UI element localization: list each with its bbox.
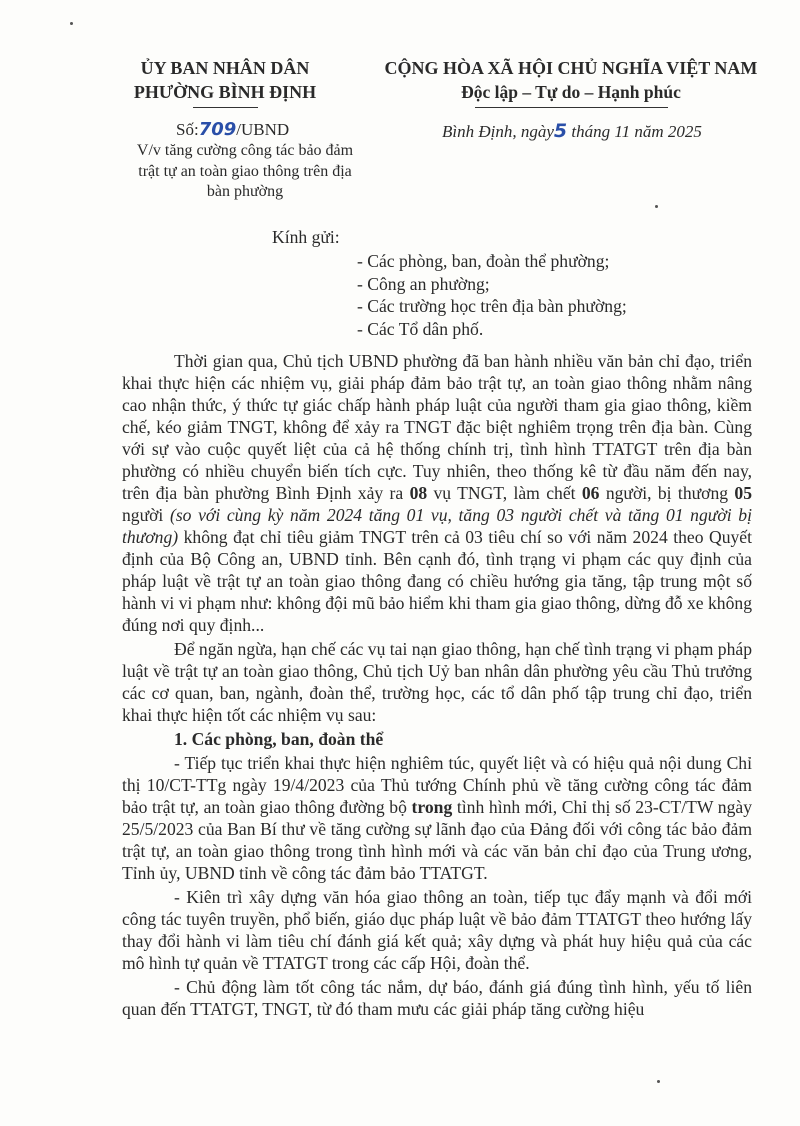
doc-number bbox=[176, 119, 289, 141]
scan-speck bbox=[657, 1080, 660, 1083]
p1-text-d: người, bị thương bbox=[599, 483, 735, 503]
recipient-item: - Các phòng, ban, đoàn thể phường; bbox=[357, 251, 610, 271]
section-1-heading: 1. Các phòng, ban, đoàn thể bbox=[174, 729, 384, 749]
scan-speck bbox=[70, 22, 73, 25]
recipients-label: Kính gửi: bbox=[272, 227, 340, 247]
subject-line3: bàn phường bbox=[206, 183, 284, 200]
issuer-underline bbox=[193, 107, 258, 108]
p3-text-b: tình hình mới, Chỉ thị số 23-CT/TW ngày 25/5/2023 của Ban Bí thư về tăng cường sự lãnh đạo của Đảng đối với công tác bảo đảm trật tự, an toàn giao thông trong tình hình mới và các văn bản chỉ đạo của Trung ương, Tỉnh ủy, UBND tỉnh về công tác đảm bảo TTATGT. bbox=[122, 797, 753, 883]
date-day-handwritten: 5 bbox=[553, 120, 568, 142]
subject-block bbox=[120, 141, 370, 203]
issuer-line1: ỦY BAN NHÂN DÂN bbox=[140, 58, 310, 78]
issuer-line2: PHƯỜNG BÌNH ĐỊNH bbox=[133, 82, 317, 102]
issuer-block bbox=[120, 56, 330, 104]
death-count: 06 bbox=[581, 483, 600, 503]
motto: Độc lập – Tự do – Hạnh phúc bbox=[461, 82, 681, 102]
body-text bbox=[122, 350, 752, 1020]
p1-comparison: (so với cùng kỳ năm 2024 tăng 01 vụ, tăng 03 người chết và tăng 01 người bị thương) bbox=[122, 505, 752, 547]
p1-text-c: vụ TNGT, làm chết bbox=[427, 483, 582, 503]
paragraph-1 bbox=[122, 350, 752, 636]
motto-underline bbox=[475, 107, 668, 108]
doc-number-handwritten: 709 bbox=[198, 119, 237, 140]
date-suffix: tháng 11 năm 2025 bbox=[571, 122, 702, 141]
p3-bold-word: trong bbox=[411, 797, 453, 817]
doc-date bbox=[442, 120, 702, 143]
date-prefix: Bình Định, ngày bbox=[442, 122, 554, 141]
recipient-item: - Công an phường; bbox=[357, 273, 490, 294]
doc-number-suffix: /UBND bbox=[236, 120, 290, 139]
accident-count: 08 bbox=[409, 483, 428, 503]
p1-text-a: Thời gian qua, Chủ tịch UBND phường đã ban hành nhiều văn bản chỉ đạo, triển khai thực hiện các nhiệm vụ, giải pháp đảm bảo trật tự, an toàn giao thông nhằm nâng cao nhận thức, ý thức tự giác chấp hành pháp luật của người tham gia giao thông, kiềm chế, kéo giảm TNGT, không để xảy ra TNGT đặc biệt nghiêm trọng trên địa bàn. Cùng với sự vào cuộc quyết liệt của cả hệ thống chính trị, tình hình TTATGT trên địa bàn phường có nhiều chuyển biến tích cực. Tuy nhiên, theo thống kê từ đầu năm đến nay, trên địa bàn phường Bình Định xảy ra bbox=[122, 351, 752, 503]
paragraph-4: - Kiên trì xây dựng văn hóa giao thông an toàn, tiếp tục đẩy mạnh và đổi mới công tác tuyên truyền, phổ biến, giáo dục pháp luật về bảo đảm TTATGT theo hướng lấy thay đổi hành vi làm tiêu chí đánh giá kết quả; xây dựng và phát huy hiệu quả của các mô hình tự quản về TTATGT trong các cấp Hội, đoàn thể. bbox=[122, 887, 752, 973]
paragraph-2: Để ngăn ngừa, hạn chế các vụ tai nạn giao thông, hạn chế tình trạng vi phạm pháp luật về trật tự an toàn giao thông, Chủ tịch Uỷ ban nhân dân phường yêu cầu Thủ trưởng các cơ quan, ban, ngành, đoàn thể, trường học, các tổ dân phố tập trung chỉ đạo, triển khai thực hiện tốt các nhiệm vụ sau: bbox=[122, 639, 752, 725]
country-block bbox=[376, 56, 766, 104]
country-line1: CỘNG HÒA XÃ HỘI CHỦ NGHĨA VIỆT NAM bbox=[384, 58, 758, 78]
recipient-item: - Các trường học trên địa bàn phường; bbox=[357, 296, 627, 316]
doc-number-prefix: Số: bbox=[176, 120, 199, 139]
p3-text-a: - Tiếp tục triển khai thực hiện nghiêm túc, quyết liệt và có hiệu quả nội dung Chỉ thị 10/CT-TTg ngày 19/4/2023 của Thủ tướng Chính phủ về tăng cường công tác đảm bảo trật tự, an toàn giao thông đường bộ bbox=[122, 753, 752, 817]
injury-count: 05 bbox=[734, 483, 752, 503]
p1-text-e: người bbox=[122, 505, 170, 525]
subject-line1: V/v tăng cường công tác bảo đảm bbox=[136, 142, 354, 159]
recipients-list bbox=[357, 250, 627, 340]
scan-speck bbox=[655, 205, 658, 208]
p1-text-f: không đạt chỉ tiêu giảm TNGT trên cả 03 tiêu chí so với năm 2024 theo Quyết định của Bộ Công an, UBND tỉnh. Bên cạnh đó, tình trạng vi phạm các quy định của pháp luật về trật tự an toàn giao thông đang có chiều hướng gia tăng, tập trung một số hành vi vi phạm như: không đội mũ bảo hiểm khi tham gia giao thông, dừng đỗ xe không đúng nơi quy định... bbox=[122, 527, 752, 635]
subject-line2: trật tự an toàn giao thông trên địa bbox=[138, 162, 352, 180]
paragraph-5: - Chủ động làm tốt công tác nắm, dự báo, đánh giá đúng tình hình, yếu tố liên quan đến TTATGT, TNGT, từ đó tham mưu các giải pháp tăng cường hiệu bbox=[122, 977, 752, 1019]
recipient-item: - Các Tổ dân phố. bbox=[357, 318, 484, 339]
paragraph-3 bbox=[122, 752, 752, 884]
